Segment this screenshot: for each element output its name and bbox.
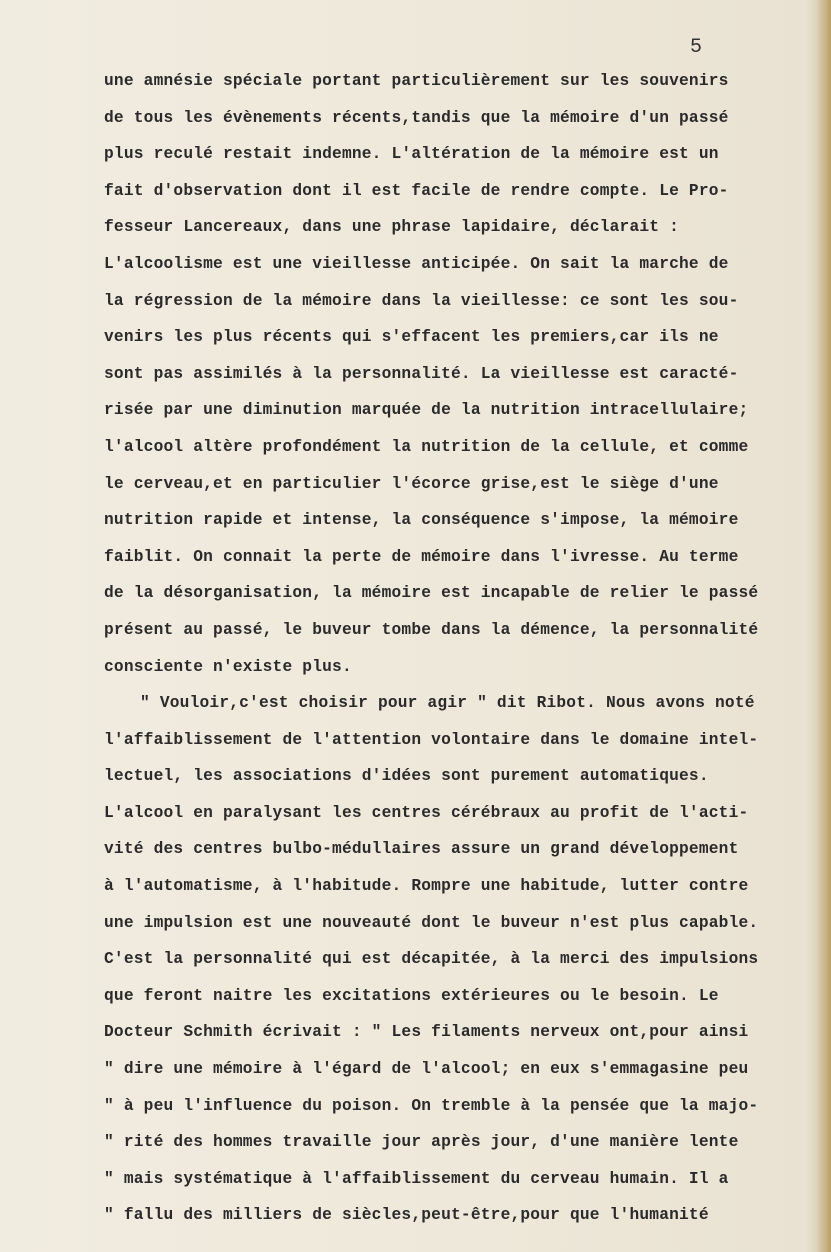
text-line: vité des centres bulbo-médullaires assure un grand développement <box>104 840 739 859</box>
text-line: risée par une diminution marquée de la nutrition intracellulaire; <box>104 401 749 420</box>
text-line: lectuel, les associations d'idées sont purement automatiques. <box>104 767 709 786</box>
text-line: une impulsion est une nouveauté dont le buveur n'est plus capable. <box>104 913 759 932</box>
text-line: que feront naitre les excitations extérieures ou le besoin. Le <box>104 986 719 1005</box>
page-number: 5 <box>690 36 703 59</box>
text-line: de la désorganisation, la mémoire est incapable de relier le passé <box>104 584 759 603</box>
text-line: nutrition rapide et intense, la conséquence s'impose, la mémoire <box>104 511 739 530</box>
text-line: L'alcoolisme est une vieillesse anticipée. On sait la marche de <box>104 254 729 273</box>
text-line: le cerveau,et en particulier l'écorce grise,est le siège d'une <box>104 474 719 493</box>
text-line: C'est la personnalité qui est décapitée, à la merci des impulsions <box>104 950 759 969</box>
text-line: " Vouloir,c'est choisir pour agir " dit Ribot. Nous avons noté <box>140 694 755 713</box>
text-line: consciente n'existe plus. <box>104 657 352 676</box>
body-text <box>104 63 810 1234</box>
text-line: sont pas assimilés à la personnalité. La vieillesse est caracté- <box>104 364 739 383</box>
text-line: fesseur Lancereaux, dans une phrase lapidaire, déclarait : <box>104 218 680 237</box>
text-line: faiblit. On connait la perte de mémoire dans l'ivresse. Au terme <box>104 547 739 566</box>
text-line: à l'automatisme, à l'habitude. Rompre une habitude, lutter contre <box>104 877 749 896</box>
text-line: plus reculé restait indemne. L'altération de la mémoire est un <box>104 145 719 164</box>
page-edge <box>817 0 831 1252</box>
text-line: " dire une mémoire à l'égard de l'alcool; en eux s'emmagasine peu <box>104 1060 749 1079</box>
text-line: de tous les évènements récents,tandis que la mémoire d'un passé <box>104 108 729 127</box>
text-line: une amnésie spéciale portant particulièrement sur les souvenirs <box>104 72 729 90</box>
text-line: L'alcool en paralysant les centres cérébraux au profit de l'acti- <box>104 803 749 822</box>
text-line: " rité des hommes travaille jour après jour, d'une manière lente <box>104 1133 739 1152</box>
text-line: " mais systématique à l'affaiblissement du cerveau humain. Il a <box>104 1169 729 1188</box>
text-line: fait d'observation dont il est facile de rendre compte. Le Pro- <box>104 181 729 200</box>
text-line: l'alcool altère profondément la nutrition de la cellule, et comme <box>104 437 749 456</box>
text-line: Docteur Schmith écrivait : " Les filaments nerveux ont,pour ainsi <box>104 1023 749 1042</box>
text-line: venirs les plus récents qui s'effacent les premiers,car ils ne <box>104 328 719 347</box>
text-line: présent au passé, le buveur tombe dans la démence, la personnalité <box>104 620 759 639</box>
text-line: " fallu des milliers de siècles,peut-être,pour que l'humanité <box>104 1206 709 1225</box>
text-line: " à peu l'influence du poison. On tremble à la pensée que la majo- <box>104 1096 759 1115</box>
text-line: la régression de la mémoire dans la vieillesse: ce sont les sou- <box>104 291 739 310</box>
text-line: l'affaiblissement de l'attention volontaire dans le domaine intel- <box>104 730 759 749</box>
